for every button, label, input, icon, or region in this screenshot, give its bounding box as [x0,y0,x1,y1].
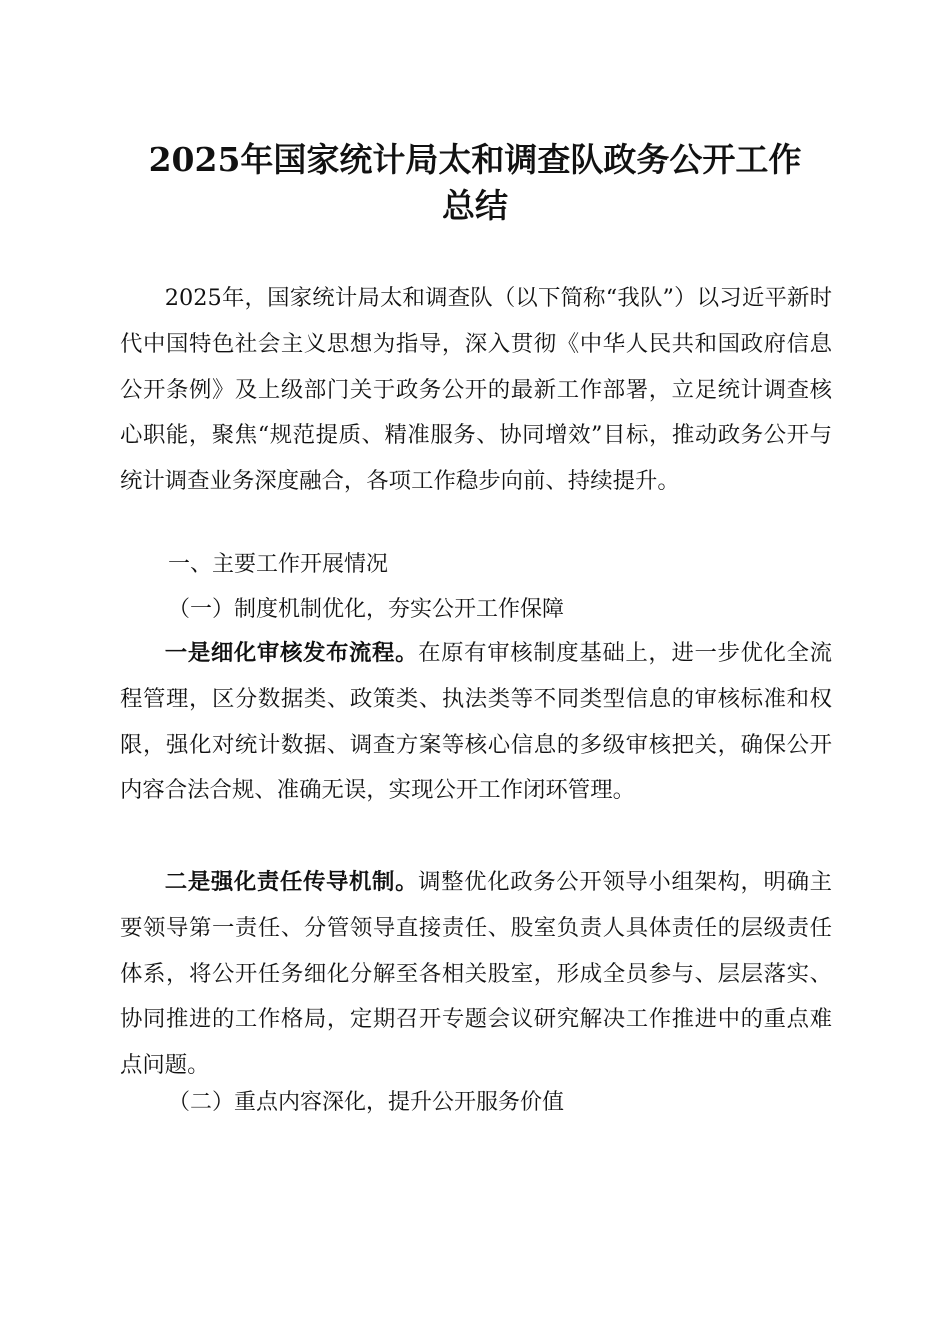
item-2-text: 调整优化政务公开领导小组架构，明确主要领导第一责任、分管领导直接责任、股室负责人具体责任的层级责任体系，将公开任务细化分解至各相关股室，形成全员参与、层层落实、协同推进的工作格局，定期召开专题会议研究解决工作推进中的重点难点问题。 [120,869,833,1079]
item-1-block [120,631,832,814]
intro-paragraph: 2025年，国家统计局太和调查队（以下简称“我队”）以习近平新时代中国特色社会主义思想为指导，深入贯彻《中华人民共和国政府信息公开条例》及上级部门关于政务公开的最新工作部署，立足统计调查核心职能，聚焦“规范提质、精准服务、协同增效”目标，推动政务公开与统计调查业务深度融合，各项工作稳步向前、持续提升。 [120,285,832,495]
item-1-text: 在原有审核制度基础上，进一步优化全流程管理，区分数据类、政策类、执法类等不同类型信息的审核标准和权限，强化对统计数据、调查方案等核心信息的多级审核把关，确保公开内容合法合规、准确无误，实现公开工作闭环管理。 [120,640,833,804]
item-2-block [120,860,832,1089]
item-1-lead: 一是细化审核发布流程。 [164,640,419,666]
item-2-lead: 二是强化责任传导机制。 [164,869,419,895]
document-title-line-2: 总结 [442,186,508,225]
item-2-paragraph [120,860,832,1089]
item-1-paragraph [120,631,832,814]
section-1-heading: 一、主要工作开展情况 [168,552,389,577]
intro-block [120,276,832,505]
subsection-2-heading: （二）重点内容深化，提升公开服务价值 [168,1090,565,1115]
subsection-1-heading: （一）制度机制优化，夯实公开工作保障 [168,597,565,622]
document-title-line-1: 2025年国家统计局太和调查队政务公开工作 [148,140,802,179]
